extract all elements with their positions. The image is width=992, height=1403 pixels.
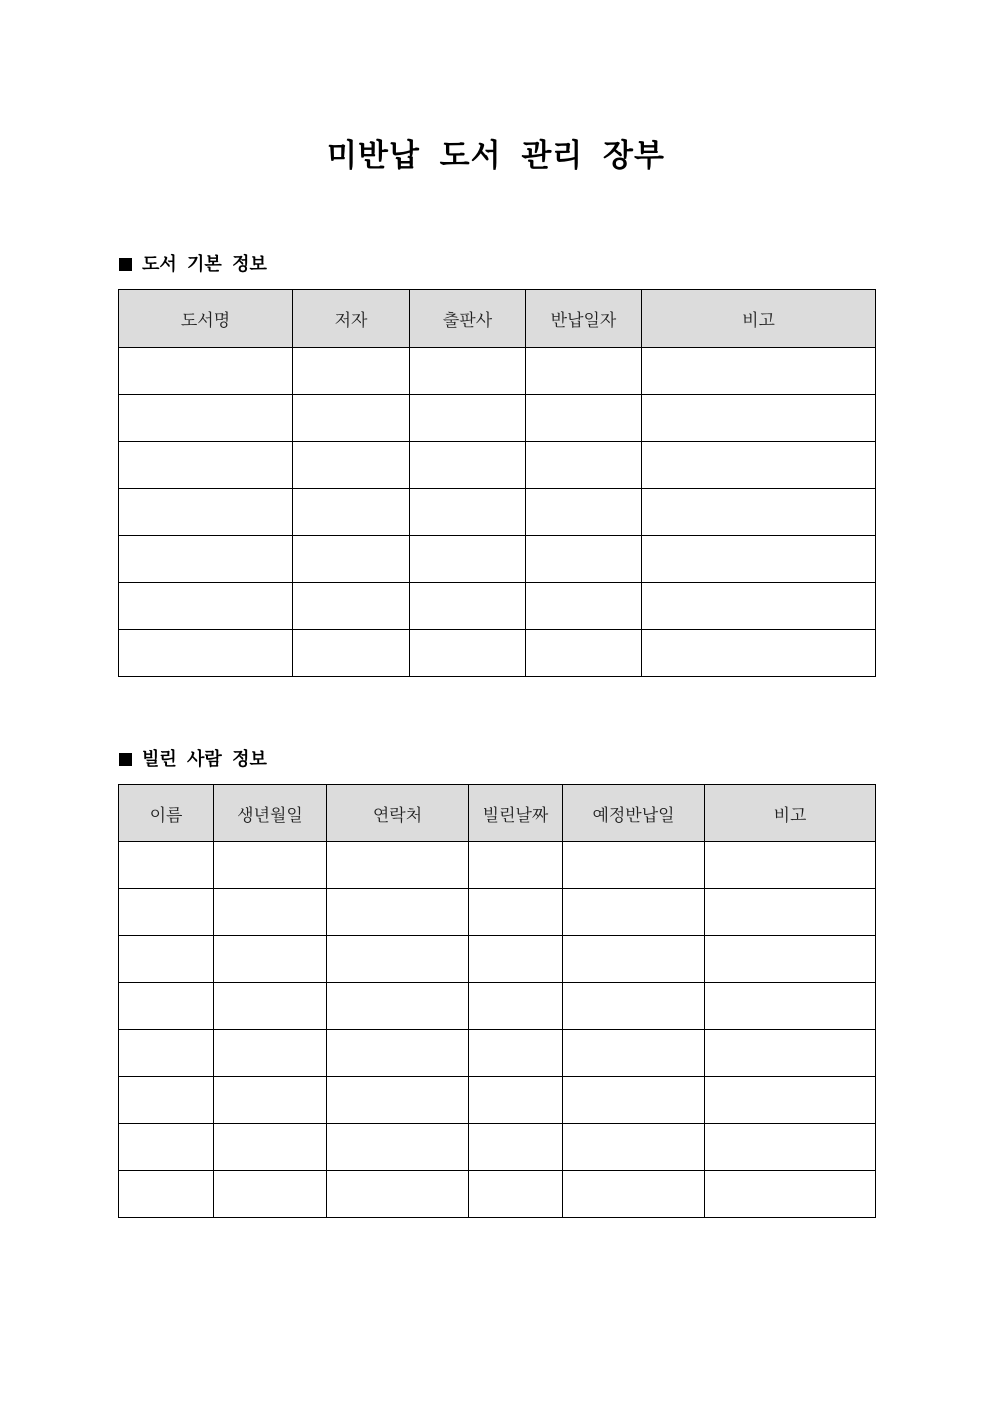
table-cell[interactable] (563, 1124, 705, 1171)
column-header-expected-return-date: 예정반납일 (563, 785, 705, 842)
table-cell[interactable] (214, 983, 327, 1030)
table-cell[interactable] (293, 630, 410, 677)
table-cell[interactable] (469, 842, 563, 889)
table-cell[interactable] (410, 442, 526, 489)
table-cell[interactable] (214, 1171, 327, 1218)
table-cell[interactable] (526, 583, 642, 630)
table-cell[interactable] (642, 395, 876, 442)
table-row (119, 442, 876, 489)
table-cell[interactable] (705, 1030, 876, 1077)
table-cell[interactable] (563, 1171, 705, 1218)
table-cell[interactable] (327, 842, 469, 889)
table-cell[interactable] (526, 395, 642, 442)
column-header-remarks: 비고 (705, 785, 876, 842)
column-header-author: 저자 (293, 290, 410, 348)
table-cell[interactable] (293, 442, 410, 489)
table-row (119, 348, 876, 395)
table-cell[interactable] (705, 1171, 876, 1218)
column-header-borrow-date: 빌린날짜 (469, 785, 563, 842)
table-cell[interactable] (705, 936, 876, 983)
table-cell[interactable] (327, 889, 469, 936)
table-row (119, 1124, 876, 1171)
table-cell[interactable] (119, 348, 293, 395)
table-row (119, 1171, 876, 1218)
table-cell[interactable] (642, 348, 876, 395)
column-header-book-title: 도서명 (119, 290, 293, 348)
table-row (119, 1077, 876, 1124)
table-cell[interactable] (469, 889, 563, 936)
table-cell[interactable] (119, 842, 214, 889)
black-square-icon (119, 753, 132, 766)
table-cell[interactable] (526, 348, 642, 395)
table-cell[interactable] (214, 1124, 327, 1171)
table-cell[interactable] (119, 1077, 214, 1124)
table-row (119, 583, 876, 630)
book-info-table (118, 289, 876, 677)
table-cell[interactable] (119, 489, 293, 536)
table-row (119, 630, 876, 677)
borrower-info-heading (119, 748, 267, 772)
table-cell[interactable] (469, 1030, 563, 1077)
borrower-info-heading-label: 빌린 사람 정보 (142, 749, 267, 770)
table-cell[interactable] (410, 395, 526, 442)
column-header-contact: 연락처 (327, 785, 469, 842)
table-row (119, 983, 876, 1030)
table-row (119, 489, 876, 536)
table-cell[interactable] (327, 983, 469, 1030)
table-cell[interactable] (526, 536, 642, 583)
table-cell[interactable] (410, 583, 526, 630)
table-row (119, 1030, 876, 1077)
table-cell[interactable] (410, 489, 526, 536)
table-cell[interactable] (563, 1030, 705, 1077)
table-cell[interactable] (119, 583, 293, 630)
table-cell[interactable] (293, 583, 410, 630)
table-cell[interactable] (705, 1077, 876, 1124)
table-cell[interactable] (469, 983, 563, 1030)
table-cell[interactable] (327, 1171, 469, 1218)
borrower-info-table (118, 784, 876, 1218)
table-cell[interactable] (293, 348, 410, 395)
column-header-return-date: 반납일자 (526, 290, 642, 348)
table-cell[interactable] (526, 489, 642, 536)
table-row (119, 536, 876, 583)
table-row (119, 842, 876, 889)
table-cell[interactable] (119, 536, 293, 583)
table-cell[interactable] (642, 489, 876, 536)
table-cell[interactable] (563, 1077, 705, 1124)
table-header-row (119, 785, 876, 842)
table-row (119, 889, 876, 936)
table-cell[interactable] (119, 630, 293, 677)
column-header-name: 이름 (119, 785, 214, 842)
table-cell[interactable] (293, 395, 410, 442)
book-info-heading (119, 253, 267, 277)
table-cell[interactable] (410, 536, 526, 583)
table-cell[interactable] (327, 1124, 469, 1171)
table-cell[interactable] (293, 489, 410, 536)
column-header-publisher: 출판사 (410, 290, 526, 348)
table-cell[interactable] (327, 1030, 469, 1077)
table-cell[interactable] (293, 536, 410, 583)
table-cell[interactable] (119, 983, 214, 1030)
table-cell[interactable] (469, 1124, 563, 1171)
table-cell[interactable] (563, 889, 705, 936)
table-cell[interactable] (526, 630, 642, 677)
black-square-icon (119, 258, 132, 271)
table-row (119, 936, 876, 983)
table-header-row (119, 290, 876, 348)
table-cell[interactable] (119, 395, 293, 442)
table-cell[interactable] (705, 983, 876, 1030)
table-cell[interactable] (214, 936, 327, 983)
table-cell[interactable] (119, 889, 214, 936)
table-cell[interactable] (705, 1124, 876, 1171)
table-cell[interactable] (410, 348, 526, 395)
table-cell[interactable] (119, 936, 214, 983)
table-cell[interactable] (469, 1171, 563, 1218)
table-cell[interactable] (327, 1077, 469, 1124)
table-cell[interactable] (469, 1077, 563, 1124)
table-cell[interactable] (563, 936, 705, 983)
page-title: 미반납 도서 관리 장부 (327, 138, 665, 174)
table-cell[interactable] (642, 583, 876, 630)
table-row (119, 395, 876, 442)
table-cell[interactable] (119, 442, 293, 489)
column-header-remarks: 비고 (642, 290, 876, 348)
table-cell[interactable] (563, 983, 705, 1030)
table-cell[interactable] (705, 889, 876, 936)
table-cell[interactable] (642, 630, 876, 677)
table-cell[interactable] (642, 442, 876, 489)
table-cell[interactable] (119, 1030, 214, 1077)
table-cell[interactable] (327, 936, 469, 983)
table-cell[interactable] (563, 842, 705, 889)
table-cell[interactable] (410, 630, 526, 677)
table-cell[interactable] (214, 842, 327, 889)
table-cell[interactable] (642, 536, 876, 583)
table-cell[interactable] (119, 1171, 214, 1218)
book-info-heading-label: 도서 기본 정보 (142, 254, 267, 275)
table-cell[interactable] (214, 1077, 327, 1124)
table-cell[interactable] (119, 1124, 214, 1171)
table-cell[interactable] (214, 1030, 327, 1077)
table-cell[interactable] (526, 442, 642, 489)
table-cell[interactable] (214, 889, 327, 936)
column-header-birthdate: 생년월일 (214, 785, 327, 842)
table-cell[interactable] (705, 842, 876, 889)
table-cell[interactable] (469, 936, 563, 983)
